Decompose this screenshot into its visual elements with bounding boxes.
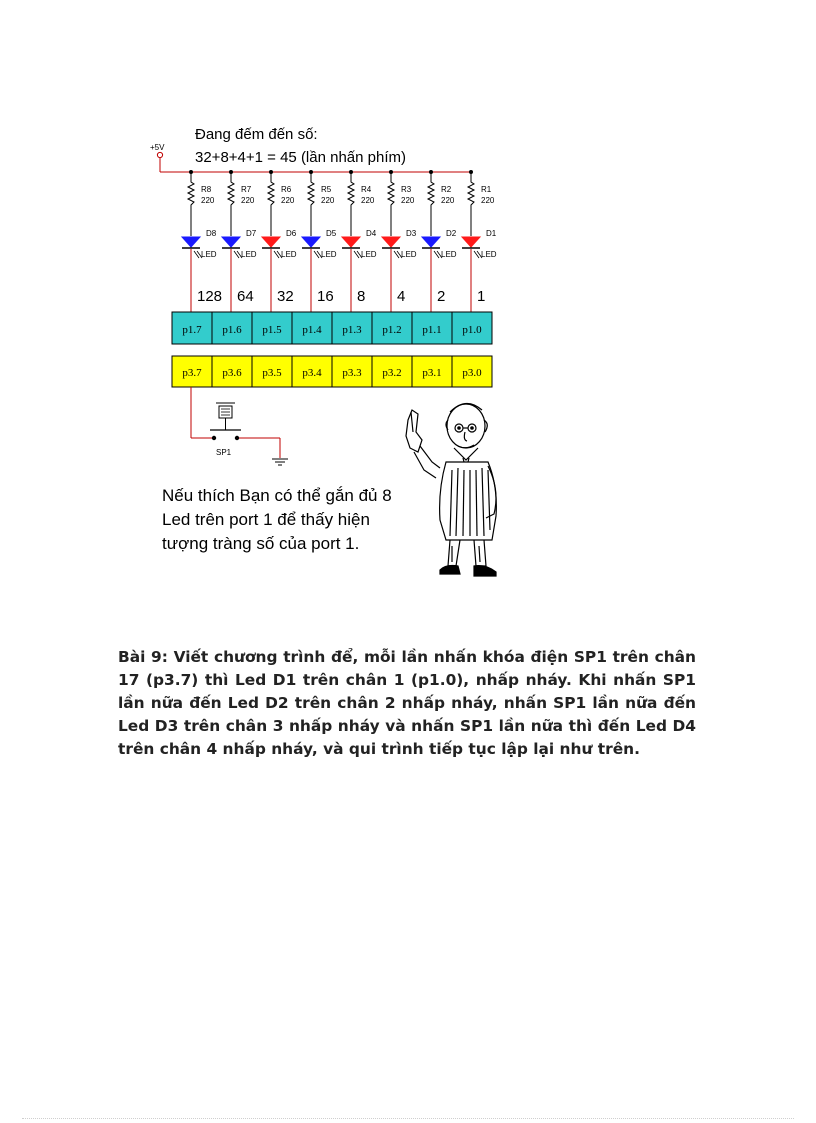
port1-pin-label: p1.6	[222, 324, 242, 336]
exercise-text: : Viết chương trình để, mỗi lần nhấn khóa điện SP1 trên chân 17 (p3.7) thì Led D1 trên chân 1 (p1.0), nhấp nháy. Khi nhấn SP1 lần nữa đến Led D2 trên chân 2 nhấp nháy, nhấn SP1 lần nữa đến Led D3 trên chân 3 nhấp nháy và nhấn SP1 lần nữa thì đến Led D4 trên chân 4 nhấp nháy, và qui trình tiếp tục lập lại như trên.	[118, 648, 696, 758]
port1-pin-label: p1.2	[382, 324, 402, 336]
led-diode	[262, 237, 280, 247]
led-channels	[182, 170, 497, 312]
led-channel	[262, 170, 297, 312]
switch-sp1	[191, 387, 280, 458]
led-channel	[382, 170, 417, 312]
port3-pin	[292, 356, 332, 387]
port1-pin	[412, 312, 452, 344]
port3-pin	[372, 356, 412, 387]
exercise-paragraph	[118, 646, 696, 761]
port3-pin	[452, 356, 492, 387]
port3-pin-label: p3.6	[222, 367, 242, 379]
port3-pin-label: p3.0	[462, 367, 482, 379]
port1-pin	[212, 312, 252, 344]
led-type-label: LED	[361, 250, 377, 259]
led-type-label: LED	[401, 250, 417, 259]
port1-pin-label: p1.4	[302, 324, 322, 336]
resistor-label: R1	[481, 185, 492, 194]
figure-title-line1: Đang đếm đến số:	[195, 126, 318, 143]
resistor-value: 220	[401, 196, 415, 205]
port3-pin-label: p3.5	[262, 367, 282, 379]
resistor-value: 220	[481, 196, 495, 205]
resistor	[268, 172, 274, 236]
resistor-value: 220	[281, 196, 295, 205]
tip-line-2: Led trên port 1 để thấy hiện	[162, 510, 370, 529]
resistor	[228, 172, 234, 236]
diode-label: D2	[446, 229, 457, 238]
port3-pin	[332, 356, 372, 387]
tip-note	[162, 484, 422, 556]
diode-label: D5	[326, 229, 337, 238]
bit-weight: 128	[197, 288, 223, 305]
resistor-value: 220	[361, 196, 375, 205]
page-bottom-rule	[22, 1118, 794, 1119]
resistor-value: 220	[441, 196, 455, 205]
led-channel	[222, 170, 257, 312]
led-channel	[422, 170, 457, 312]
port1-pin-label: p1.7	[182, 324, 202, 336]
port1-pin-label: p1.5	[262, 324, 282, 336]
port3-pin-label: p3.4	[302, 367, 322, 379]
led-type-label: LED	[321, 250, 337, 259]
supply-label: +5V	[150, 143, 165, 152]
diode-label: D8	[206, 229, 217, 238]
port3-pin	[212, 356, 252, 387]
diode-label: D3	[406, 229, 417, 238]
port3-pin	[172, 356, 212, 387]
port1-pin-label: p1.3	[342, 324, 362, 336]
resistor-label: R5	[321, 185, 332, 194]
bit-weight: 32	[277, 288, 294, 305]
diode-label: D4	[366, 229, 377, 238]
port3-pin	[412, 356, 452, 387]
resistor-label: R4	[361, 185, 372, 194]
bit-weight: 2	[437, 288, 446, 305]
led-type-label: LED	[201, 250, 217, 259]
led-channel	[462, 170, 497, 312]
diode-label: D6	[286, 229, 297, 238]
port1-pin	[172, 312, 212, 344]
port3-pin-label: p3.7	[182, 367, 202, 379]
resistor	[428, 172, 434, 236]
resistor-value: 220	[201, 196, 215, 205]
bit-weight: 16	[317, 288, 334, 305]
bit-weight: 64	[237, 288, 254, 305]
port1-pin-label: p1.1	[422, 324, 442, 336]
resistor-label: R7	[241, 185, 252, 194]
resistor-label: R6	[281, 185, 292, 194]
port1-pin	[332, 312, 372, 344]
diode-label: D7	[246, 229, 257, 238]
port1-pin	[372, 312, 412, 344]
led-diode	[462, 237, 480, 247]
led-diode	[382, 237, 400, 247]
resistor-label: R3	[401, 185, 412, 194]
led-type-label: LED	[281, 250, 297, 259]
port1-pin	[452, 312, 492, 344]
exercise-label: Bài 9	[118, 648, 162, 666]
diode-label: D1	[486, 229, 497, 238]
resistor	[348, 172, 354, 236]
supply-terminal	[157, 152, 162, 157]
port3-pin-label: p3.2	[382, 367, 402, 379]
led-diode	[342, 237, 360, 247]
tip-line-3: tượng tràng số của port 1.	[162, 534, 360, 553]
led-diode	[302, 237, 320, 247]
port3-register	[172, 356, 492, 387]
led-channel	[182, 170, 222, 312]
bit-weight: 1	[477, 288, 486, 305]
port1-pin	[252, 312, 292, 344]
resistor	[388, 172, 394, 236]
led-diode	[182, 237, 200, 247]
led-type-label: LED	[241, 250, 257, 259]
port3-pin	[252, 356, 292, 387]
resistor	[188, 172, 194, 236]
led-type-label: LED	[481, 250, 497, 259]
port1-pin	[292, 312, 332, 344]
resistor-value: 220	[241, 196, 255, 205]
resistor-label: R8	[201, 185, 212, 194]
figure-title-line2: 32+8+4+1 = 45 (lần nhấn phím)	[195, 149, 406, 166]
bit-weight: 8	[357, 288, 366, 305]
resistor-value: 220	[321, 196, 335, 205]
switch-label: SP1	[216, 448, 232, 457]
port3-pin-label: p3.3	[342, 367, 362, 379]
led-diode	[222, 237, 240, 247]
port1-pin-label: p1.0	[462, 324, 482, 336]
led-channel	[342, 170, 377, 312]
bit-weight: 4	[397, 288, 406, 305]
ground-symbol	[272, 459, 288, 465]
led-channel	[302, 170, 337, 312]
resistor-label: R2	[441, 185, 452, 194]
resistor	[308, 172, 314, 236]
tip-line-1: Nếu thích Bạn có thể gắn đủ 8	[162, 486, 392, 505]
led-diode	[422, 237, 440, 247]
port3-pin-label: p3.1	[422, 367, 442, 379]
resistor	[468, 172, 474, 236]
port1-register	[172, 312, 492, 344]
led-type-label: LED	[441, 250, 457, 259]
